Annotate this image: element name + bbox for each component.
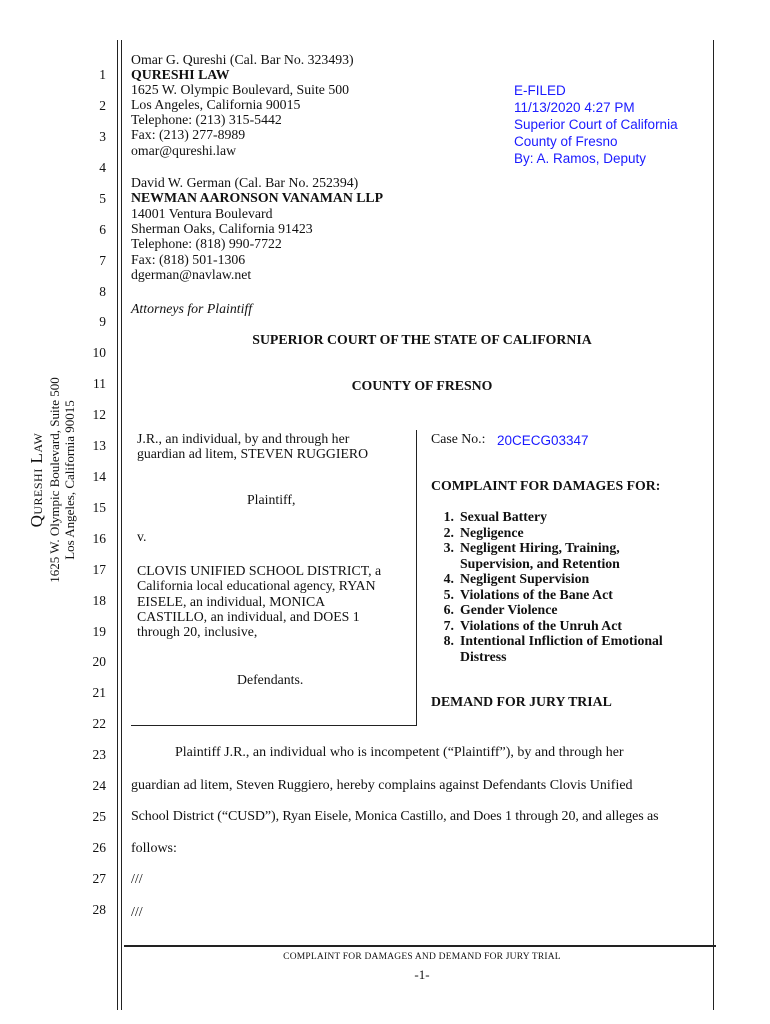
efile-line2: 11/13/2020 4:27 PM	[514, 100, 635, 115]
efile-stamp	[514, 82, 678, 167]
jury-demand: DEMAND FOR JURY TRIAL	[431, 694, 612, 709]
sidebar-firm-name: Qureshi Law	[27, 432, 46, 528]
claim-number: 8.	[443, 633, 454, 648]
line-number: 4	[99, 160, 106, 175]
claims-list	[431, 509, 720, 664]
line-number: 19	[92, 624, 106, 639]
line-number: 25	[92, 809, 106, 824]
claim-text: Violations of the Bane Act	[460, 586, 613, 602]
claim-item	[431, 618, 720, 634]
line-number: 27	[92, 871, 106, 886]
plaintiff-line1: J.R., an individual, by and through her	[137, 431, 350, 446]
claim-text: Negligent Supervision	[460, 571, 590, 586]
footer-title: COMPLAINT FOR DAMAGES AND DEMAND FOR JURY TRIAL	[283, 952, 561, 962]
line-number: 13	[92, 438, 106, 453]
claim-text: Intentional Infliction of Emotional Distress	[460, 633, 663, 664]
claim-text: Negligence	[460, 524, 524, 540]
defendant-line1: CLOVIS UNIFIED SCHOOL DISTRICT, a	[137, 563, 382, 578]
efile-line5: By: A. Ramos, Deputy	[514, 151, 647, 166]
left-margin-rule-outer	[117, 40, 118, 1010]
line-number: 1	[99, 67, 106, 82]
left-margin-rule-inner	[121, 40, 122, 1010]
line-number: 10	[92, 345, 106, 360]
court-county: COUNTY OF FRESNO	[351, 378, 493, 393]
attorney1-address2: Los Angeles, California 90015	[131, 97, 301, 112]
plaintiff-label: Plaintiff,	[247, 492, 296, 507]
plaintiff-line2: guardian ad litem, STEVEN RUGGIERO	[137, 446, 369, 461]
defendant-line3: EISELE, an individual, MONICA	[137, 594, 326, 609]
body-line-28: ///	[131, 905, 143, 920]
attorney2-fax: Fax: (818) 501-1306	[131, 252, 246, 267]
caption-bottom-rule	[131, 725, 417, 726]
attorney1-name: Omar G. Qureshi (Cal. Bar No. 323493)	[131, 52, 354, 67]
body-line-25: School District (“CUSD”), Ryan Eisele, Monica Castillo, and Does 1 through 20, and alleges as	[131, 809, 659, 824]
claim-number: 6.	[443, 602, 454, 617]
attorney2-firm: NEWMAN AARONSON VANAMAN LLP	[131, 190, 384, 205]
line-number: 14	[92, 469, 106, 484]
attorney1-fax: Fax: (213) 277-8989	[131, 127, 246, 142]
attorney1-address1: 1625 W. Olympic Boulevard, Suite 500	[131, 82, 350, 97]
claim-item	[431, 540, 720, 571]
defendant-line4: CASTILLO, an individual, and DOES 1	[137, 609, 360, 624]
caption-vertical-rule	[416, 430, 417, 726]
line-number: 22	[92, 716, 106, 731]
claim-number: 5.	[443, 586, 454, 602]
line-number: 12	[92, 407, 106, 422]
line-number: 9	[99, 314, 106, 329]
line-number: 24	[92, 778, 106, 793]
attorney1-phone: Telephone: (213) 315-5442	[131, 112, 282, 127]
efile-line1: E-FILED	[514, 83, 566, 98]
attorney2-address1: 14001 Ventura Boulevard	[131, 206, 273, 221]
claim-number: 3.	[443, 540, 454, 555]
complaint-heading: COMPLAINT FOR DAMAGES FOR:	[431, 478, 661, 493]
claim-item	[431, 587, 720, 603]
case-number: 20CECG03347	[497, 433, 589, 448]
footer-rule	[124, 945, 716, 947]
claim-number: 7.	[443, 617, 454, 633]
line-number: 21	[92, 685, 106, 700]
body-line-23: Plaintiff J.R., an individual who is incompetent (“Plaintiff”), by and through her	[175, 745, 624, 760]
body-line-26: follows:	[131, 841, 177, 856]
claim-item	[431, 571, 720, 587]
court-name: SUPERIOR COURT OF THE STATE OF CALIFORNIA	[252, 332, 592, 347]
line-number: 16	[92, 531, 106, 546]
page-number: -1-	[414, 967, 430, 982]
claim-number: 2.	[443, 524, 454, 540]
sidebar-address-line2: Los Angeles, California 90015	[62, 400, 77, 560]
claim-text: Violations of the Unruh Act	[460, 617, 622, 633]
defendants-label: Defendants.	[237, 672, 304, 687]
claim-item	[431, 633, 720, 664]
line-number: 3	[99, 129, 106, 144]
efile-line4: County of Fresno	[514, 134, 618, 149]
line-number: 2	[99, 98, 106, 113]
sidebar-address-line1: 1625 W. Olympic Boulevard, Suite 500	[47, 377, 62, 583]
line-number: 23	[92, 747, 106, 762]
attorney2-address2: Sherman Oaks, California 91423	[131, 221, 313, 236]
line-number: 15	[92, 500, 106, 515]
line-number: 5	[99, 191, 106, 206]
attorney1-firm: QURESHI LAW	[131, 67, 230, 82]
claim-text: Sexual Battery	[460, 509, 547, 524]
versus: v.	[137, 529, 147, 544]
claim-text: Negligent Hiring, Training, Supervision, and Retention	[460, 540, 620, 571]
claim-item	[431, 525, 720, 541]
line-number: 26	[92, 840, 106, 855]
firm-sidebar	[22, 350, 82, 610]
line-number: 7	[99, 253, 106, 268]
claim-item	[431, 509, 720, 525]
line-number: 18	[92, 593, 106, 608]
efile-line3: Superior Court of California	[514, 117, 678, 132]
attorney2-phone: Telephone: (818) 990-7722	[131, 236, 282, 251]
body-line-27: ///	[131, 872, 143, 887]
line-number: 20	[92, 654, 106, 669]
line-number: 11	[93, 376, 106, 391]
case-number-label: Case No.:	[431, 431, 486, 446]
claim-number: 1.	[443, 509, 454, 524]
defendant-line5: through 20, inclusive,	[137, 624, 258, 639]
body-line-24: guardian ad litem, Steven Ruggiero, hereby complains against Defendants Clovis Unified	[131, 778, 633, 793]
claim-number: 4.	[443, 571, 454, 586]
attorney1-email: omar@qureshi.law	[131, 143, 237, 158]
line-number: 28	[92, 902, 106, 917]
attorney2-email: dgerman@navlaw.net	[131, 267, 252, 282]
line-number: 17	[92, 562, 106, 577]
line-number: 8	[99, 284, 106, 299]
defendant-line2: California local educational agency, RYAN	[137, 578, 376, 593]
attorneys-for-label: Attorneys for Plaintiff	[131, 301, 253, 316]
claim-text: Gender Violence	[460, 602, 558, 617]
line-number: 6	[99, 222, 106, 237]
attorney2-name: David W. German (Cal. Bar No. 252394)	[131, 175, 359, 190]
claim-item	[431, 602, 720, 618]
